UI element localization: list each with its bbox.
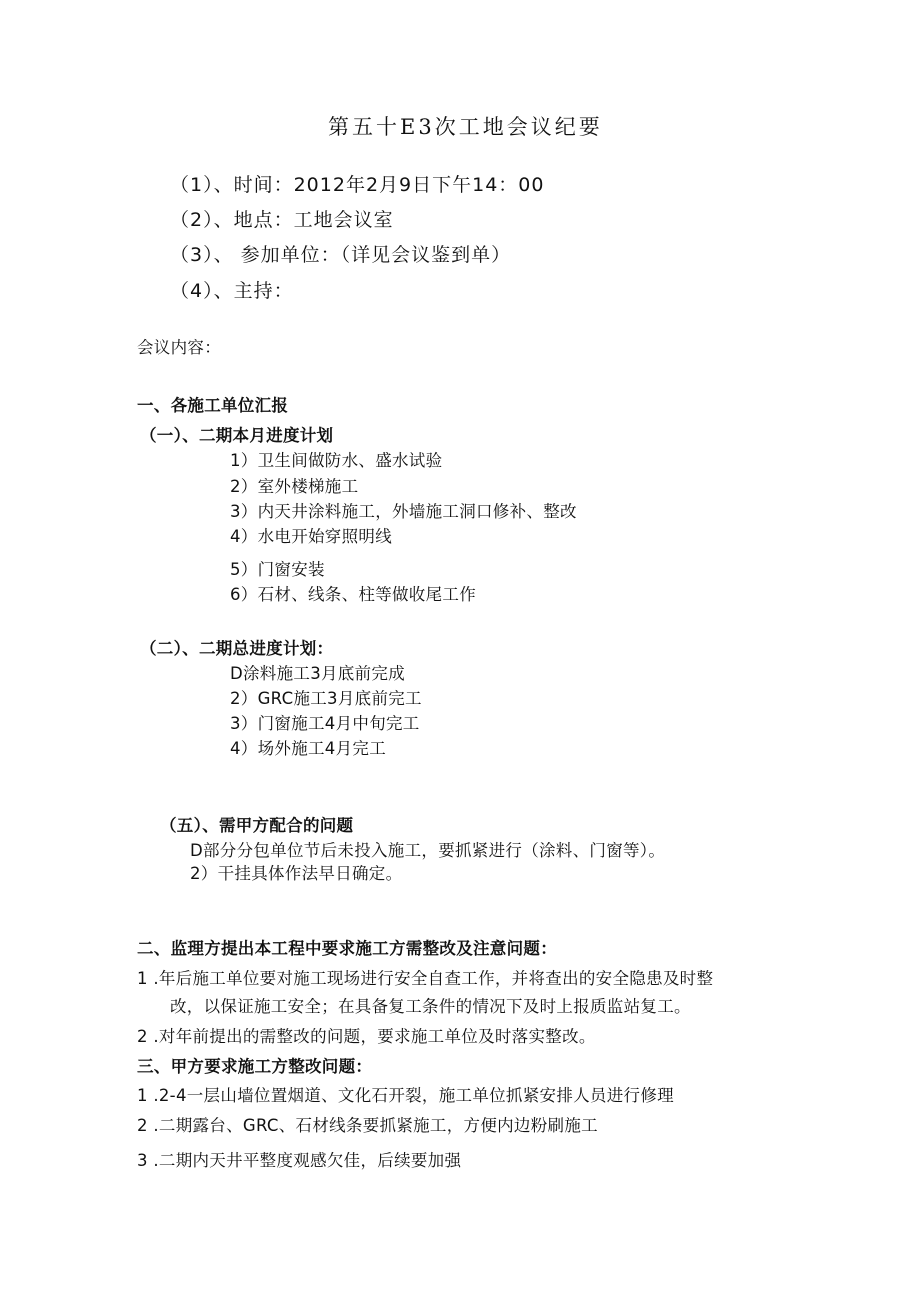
meeting-attendees: （3）、 参加单位：（详见会议鉴到单） [170, 244, 512, 266]
document-title: 第五十E3次工地会议纪要 [328, 115, 603, 139]
overall-plan-item: D涂料施工3月底前完成 [230, 664, 406, 683]
content-label: 会议内容： [137, 338, 221, 357]
supervisor-item-continuation: 改，以保证施工安全；在具备复工条件的情况下及时上报质监站复工。 [170, 997, 691, 1016]
meeting-place: （2）、地点：工地会议室 [170, 209, 394, 231]
section3-heading: 三、甲方要求施工方整改问题： [137, 1057, 373, 1076]
supervisor-item: 2 .对年前提出的需整改的问题，要求施工单位及时落实整改。 [137, 1027, 596, 1046]
section2-heading: 二、监理方提出本工程中要求施工方需整改及注意问题： [137, 939, 557, 958]
meeting-host: （4）、主持： [170, 280, 294, 302]
supervisor-item: 1 .年后施工单位要对施工现场进行安全自查工作，并将查出的安全隐患及时整 [137, 969, 714, 988]
monthly-plan-item: 4）水电开始穿照明线 [230, 527, 392, 546]
overall-plan-item: 3）门窗施工4月中旬完工 [230, 714, 420, 733]
owner-help-heading: （五）、需甲方配合的问题 [160, 816, 354, 835]
monthly-plan-item: 5）门窗安装 [230, 560, 325, 579]
owner-request-item: 2 .二期露台、GRC、石材线条要抓紧施工，方便内边粉刷施工 [137, 1116, 598, 1135]
owner-help-item: D部分分包单位节后未投入施工，要抓紧进行（涂料、门窗等）。 [190, 841, 666, 860]
overall-plan-item: 2）GRC施工3月底前完工 [230, 689, 422, 708]
monthly-plan-heading: （一）、二期本月进度计划 [140, 426, 334, 445]
owner-help-item: 2）干挂具体作法早日确定。 [190, 864, 403, 883]
monthly-plan-item: 6）石材、线条、柱等做收尾工作 [230, 585, 476, 604]
overall-plan-heading: （二）、二期总进度计划： [140, 639, 334, 658]
meeting-time: （1）、时间：2012年2月9日下午14：00 [170, 174, 545, 196]
monthly-plan-item: 2）室外楼梯施工 [230, 477, 359, 496]
section1-heading: 一、各施工单位汇报 [137, 396, 289, 415]
overall-plan-item: 4）场外施工4月完工 [230, 739, 386, 758]
owner-request-item: 1 .2-4一层山墙位置烟道、文化石开裂，施工单位抓紧安排人员进行修理 [137, 1086, 674, 1105]
owner-request-item: 3 .二期内天井平整度观感欠佳，后续要加强 [137, 1151, 462, 1170]
monthly-plan-item: 1）卫生间做防水、盛水试验 [230, 451, 443, 470]
monthly-plan-item: 3）内天井涂料施工，外墙施工洞口修补、整改 [230, 502, 577, 521]
